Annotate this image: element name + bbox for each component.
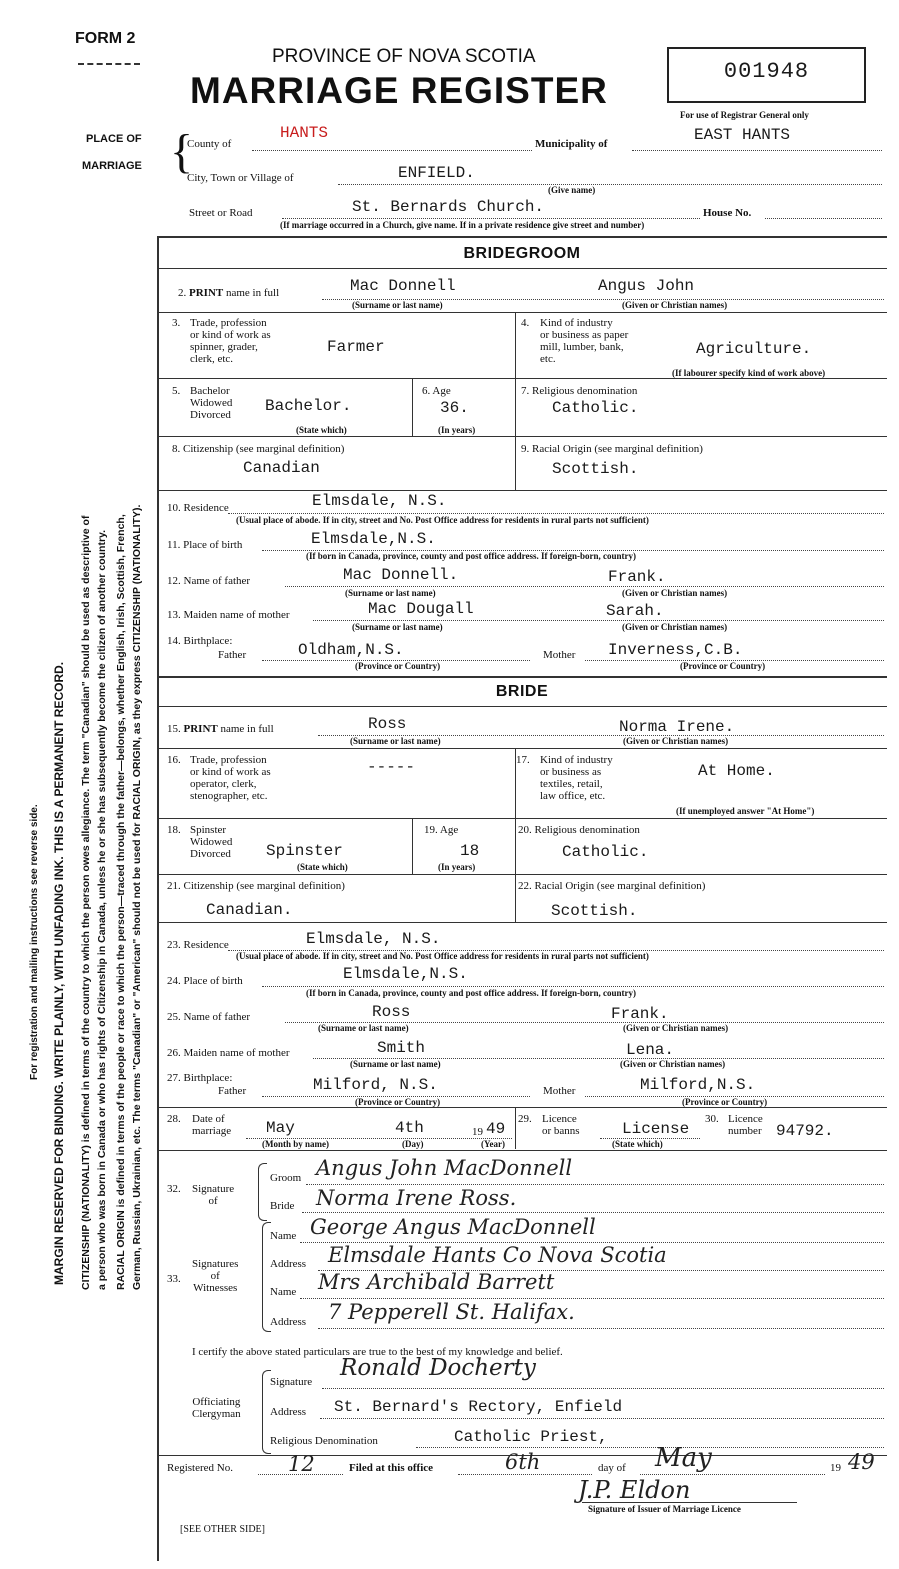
- place-brace: {: [170, 125, 194, 178]
- bride-mother-surname: Smith: [377, 1039, 426, 1057]
- rule: [262, 986, 884, 987]
- rule: [515, 378, 516, 436]
- county-label: County of: [187, 138, 232, 150]
- give-name-note: (Give name): [548, 185, 596, 195]
- bride-mother-given: Lena.: [626, 1041, 675, 1059]
- place-label-2: MARRIAGE: [82, 160, 142, 172]
- bride-status: Spinster: [266, 842, 343, 860]
- f14-father-note: (Province or Country): [355, 661, 441, 671]
- f12-label: 12. Name of father: [167, 575, 251, 587]
- see-other-side: [SEE OTHER SIDE]: [180, 1524, 265, 1535]
- w1-name-label: Name: [270, 1230, 297, 1242]
- f12-surname-note: (Surname or last name): [345, 588, 436, 598]
- groom-given-note: (Given or Christian names): [622, 300, 728, 310]
- street-note: (If marriage occurred in a Church, give name. If in a private residence give street and number): [280, 220, 645, 230]
- f27-father-note: (Province or Country): [355, 1097, 441, 1107]
- f14-father-label: Father: [218, 649, 247, 661]
- clergy-address-label: Address: [270, 1406, 307, 1418]
- groom-father-birthplace: Oldham,N.S.: [298, 641, 404, 659]
- rule: [515, 312, 516, 378]
- officiating-label: Officiating Clergyman: [192, 1396, 241, 1420]
- f13-label: 13. Maiden name of mother: [167, 609, 290, 621]
- bride-residence: Elmsdale, N.S.: [306, 930, 441, 948]
- f26-given-note: (Given or Christian names): [620, 1059, 726, 1069]
- street-value: St. Bernards Church.: [352, 198, 545, 216]
- rule: [322, 1388, 884, 1389]
- f19-label: 19. Age: [424, 824, 459, 836]
- f25-label: 25. Name of father: [167, 1011, 251, 1023]
- w1-address-label: Address: [270, 1258, 307, 1270]
- religious-denomination-label: Religious Denomination: [270, 1435, 378, 1447]
- clergy-signature: Ronald Docherty: [340, 1355, 536, 1381]
- bride-father-birthplace: Milford, N.S.: [313, 1076, 438, 1094]
- marriage-month: May: [266, 1119, 295, 1137]
- f17-label: Kind of industry or business as textiles, retail, law office, etc.: [540, 754, 613, 802]
- rule: [157, 1150, 887, 1151]
- f21-label: 21. Citizenship (see marginal definition): [167, 880, 345, 892]
- county-value: HANTS: [280, 124, 329, 142]
- registrar-note: For use of Registrar General only: [680, 110, 809, 120]
- groom-residence-note: (Usual place of abode. If in city, street and No. Post Office address for residents in rural parts not sufficient): [236, 515, 649, 525]
- rule: [157, 268, 887, 269]
- groom-racial: Scottish.: [552, 460, 639, 478]
- form-underline: [78, 63, 140, 65]
- rule: [515, 874, 516, 922]
- rule: [416, 1447, 884, 1448]
- f23-label: 23. Residence: [167, 939, 229, 951]
- groom-father-surname: Mac Donnell.: [343, 566, 459, 584]
- rule: [306, 1184, 884, 1185]
- rule: [582, 1502, 797, 1503]
- groom-religion: Catholic.: [552, 399, 639, 417]
- rule: [157, 490, 887, 491]
- street-line: [282, 218, 700, 219]
- bride-surname-note: (Surname or last name): [350, 736, 441, 746]
- w2-address-signature: 7 Pepperell St. Halifax.: [328, 1300, 575, 1324]
- clergy-address: St. Bernard's Rectory, Enfield: [334, 1398, 623, 1416]
- groom-birthplace: Elmsdale,N.S.: [311, 530, 436, 548]
- f18-label: Spinster Widowed Divorced: [190, 824, 233, 860]
- rule: [157, 706, 887, 707]
- f32-brace: [258, 1163, 267, 1221]
- margin-binding-note: MARGIN RESERVED FOR BINDING. WRITE PLAINLY, WITH UNFADING INK. THIS IS A PERMANENT RECORD.: [52, 661, 66, 1285]
- rule: [228, 513, 884, 514]
- w1-address-signature: Elmsdale Hants Co Nova Scotia: [328, 1243, 667, 1267]
- rule: [515, 818, 516, 874]
- groom-signature: Angus John MacDonnell: [316, 1156, 573, 1180]
- w2-name-label: Name: [270, 1286, 297, 1298]
- groom-father-given: Frank.: [608, 568, 666, 586]
- f27-mother-label: Mother: [543, 1085, 576, 1097]
- f16-num: 16.: [167, 754, 181, 766]
- rule: [515, 436, 516, 490]
- clergy-signature-label: Signature: [270, 1376, 313, 1388]
- clergy-denomination: Catholic Priest,: [454, 1428, 608, 1446]
- f26-surname-note: (Surname or last name): [350, 1059, 441, 1069]
- bride-age: 18: [460, 842, 480, 860]
- rule: [640, 1474, 825, 1475]
- groom-age-note: (In years): [438, 425, 476, 435]
- f30-label: Licence number: [728, 1113, 763, 1137]
- bride-mother-birthplace: Milford,N.S.: [640, 1076, 756, 1094]
- f3-label: Trade, profession or kind of work as spinner, grader, clerk, etc.: [190, 317, 271, 365]
- f33-label: Signatures of Witnesses: [192, 1258, 239, 1294]
- rule: [157, 676, 887, 678]
- rule: [157, 1107, 887, 1108]
- w1-name-signature: George Angus MacDonnell: [310, 1215, 596, 1239]
- licence-type: License: [622, 1120, 690, 1138]
- groom-status: Bachelor.: [265, 397, 352, 415]
- f12-given-note: (Given or Christian names): [622, 588, 728, 598]
- page-title: MARRIAGE REGISTER: [190, 70, 608, 111]
- f5-num: 5.: [172, 385, 181, 397]
- bride-sig-label: Bride: [270, 1200, 295, 1212]
- place-label-1: PLACE OF: [86, 133, 142, 145]
- f28-label: Date of marriage: [192, 1113, 232, 1137]
- rule: [157, 312, 887, 313]
- groom-surname: Mac Donnell: [350, 277, 456, 295]
- rule: [313, 620, 884, 621]
- rule: [157, 748, 887, 749]
- f13-given-note: (Given or Christian names): [622, 622, 728, 632]
- groom-state-note: (State which): [296, 425, 347, 435]
- register-number: 001948: [723, 59, 810, 84]
- f13-surname-note: (Surname or last name): [352, 622, 443, 632]
- groom-trade: Farmer: [327, 338, 385, 356]
- filed-label: Filed at this office: [349, 1462, 434, 1474]
- year-note: (Year): [481, 1139, 505, 1149]
- day-note: (Day): [402, 1139, 424, 1149]
- city-label: City, Town or Village of: [187, 172, 294, 184]
- city-line: [338, 184, 882, 185]
- groom-industry: Agriculture.: [696, 340, 812, 358]
- rule: [300, 1298, 884, 1299]
- rule: [157, 818, 887, 819]
- groom-citizenship: Canadian: [243, 459, 320, 477]
- groom-age: 36.: [440, 399, 469, 417]
- f3-num: 3.: [172, 317, 181, 329]
- margin-citizenship-def-2: a person who was born in Canada or who has rights of Citizenship in Canada, unless he or she has subsequently become the citizen of another country.: [96, 529, 108, 1290]
- groom-sig-label: Groom: [270, 1172, 302, 1184]
- register-number-box: [667, 47, 866, 103]
- bride-birth-note: (If born in Canada, province, county and post office address. If foreign-born, country): [306, 988, 637, 998]
- f22-label: 22. Racial Origin (see marginal definition): [518, 880, 706, 892]
- street-label: Street or Road: [189, 207, 253, 219]
- province-title: PROVINCE OF NOVA SCOTIA: [272, 46, 536, 67]
- filed-month: May: [655, 1443, 712, 1473]
- margin-racial-def-2: German, Russian, Ukrainian, etc. The terms "Canadian" or "American" should not be used for RACIAL ORIGIN, as they express CITIZENSHIP (NATIONALITY).: [131, 504, 143, 1290]
- rule: [157, 436, 887, 437]
- registered-number: 12: [288, 1452, 315, 1476]
- rule: [412, 818, 413, 874]
- groom-mother-surname: Mac Dougall: [368, 600, 474, 618]
- groom-mother-given: Sarah.: [606, 602, 664, 620]
- bridegroom-heading: BRIDEGROOM: [463, 245, 581, 262]
- groom-industry-note: (If labourer specify kind of work above): [672, 368, 826, 378]
- bride-birthplace: Elmsdale,N.S.: [343, 965, 468, 983]
- bride-citizenship: Canadian.: [206, 901, 293, 919]
- f24-label: 24. Place of birth: [167, 975, 243, 987]
- day-of-label: day of: [598, 1462, 626, 1474]
- bride-trade: -----: [367, 758, 416, 776]
- form-top-border: [157, 236, 887, 238]
- margin-citizenship-def-1: CITIZENSHIP (NATIONALITY) is defined in terms of the country to which the person owes allegiance. The term "Canadian" should be used as descriptive of: [80, 515, 92, 1290]
- house-label: House No.: [703, 207, 752, 219]
- f9-label: 9. Racial Origin (see marginal definition): [521, 443, 703, 455]
- licence-state-note: (State which): [612, 1139, 663, 1149]
- marriage-year-prefix: 19: [472, 1126, 483, 1138]
- house-line: [765, 218, 882, 219]
- f27-label: 27. Birthplace:: [167, 1072, 233, 1084]
- issuer-label: Signature of Issuer of Marriage Licence: [588, 1504, 741, 1514]
- groom-mother-birthplace: Inverness,C.B.: [608, 641, 743, 659]
- bride-signature: Norma Irene Ross.: [316, 1186, 517, 1210]
- f20-label: 20. Religious denomination: [518, 824, 640, 836]
- groom-birth-note: (If born in Canada, province, county and post office address. If foreign-born, country): [306, 551, 637, 561]
- f29-num: 29.: [518, 1113, 532, 1125]
- groom-surname-note: (Surname or last name): [352, 300, 443, 310]
- bride-age-note: (In years): [438, 862, 476, 872]
- bride-father-given: Frank.: [611, 1005, 669, 1023]
- f15-label: 15. PRINT name in full: [167, 723, 274, 735]
- bride-residence-note: (Usual place of abode. If in city, street and No. Post Office address for residents in rural parts not sufficient): [236, 951, 649, 961]
- f18-num: 18.: [167, 824, 181, 836]
- bride-state-note: (State which): [297, 862, 348, 872]
- bride-racial: Scottish.: [551, 902, 638, 920]
- groom-residence: Elmsdale, N.S.: [312, 492, 447, 510]
- bride-religion: Catholic.: [562, 843, 649, 861]
- rule: [458, 1474, 592, 1475]
- f14-mother-label: Mother: [543, 649, 576, 661]
- rule: [157, 922, 887, 923]
- municipality-value: EAST HANTS: [694, 126, 791, 144]
- f32-label: Signature of: [192, 1183, 235, 1207]
- rule: [320, 1418, 884, 1419]
- bride-industry-note: (If unemployed answer "At Home"): [676, 806, 815, 816]
- form-left-border: [157, 236, 159, 1561]
- f33-num: 33.: [167, 1273, 181, 1285]
- f7-label: 7. Religious denomination: [521, 385, 638, 397]
- f5-label: Bachelor Widowed Divorced: [190, 385, 233, 421]
- f2-label: 2. PRINT name in full: [178, 287, 280, 299]
- f28-num: 28.: [167, 1113, 181, 1125]
- licence-number: 94792.: [776, 1122, 834, 1140]
- rule: [515, 1107, 516, 1149]
- rule: [157, 378, 887, 379]
- f10-label: 10. Residence: [167, 502, 229, 514]
- bride-heading: BRIDE: [495, 683, 549, 700]
- w2-address-label: Address: [270, 1316, 307, 1328]
- f25-given-note: (Given or Christian names): [623, 1023, 729, 1033]
- bride-given-note: (Given or Christian names): [623, 736, 729, 746]
- rule: [412, 378, 413, 436]
- city-value: ENFIELD.: [398, 164, 475, 182]
- f14-mother-note: (Province or Country): [680, 661, 766, 671]
- county-line: [252, 150, 532, 151]
- f14-label: 14. Birthplace:: [167, 635, 233, 647]
- f25-surname-note: (Surname or last name): [318, 1023, 409, 1033]
- f11-label: 11. Place of birth: [167, 539, 243, 551]
- f27-mother-note: (Province or Country): [682, 1097, 768, 1107]
- margin-instructions: For registration and mailing instructions see reverse side.: [29, 804, 40, 1080]
- f26-label: 26. Maiden name of mother: [167, 1047, 290, 1059]
- form-label: FORM 2: [75, 30, 136, 47]
- f4-num: 4.: [521, 317, 530, 329]
- f16-label: Trade, profession or kind of work as operator, clerk, stenographer, etc.: [190, 754, 271, 802]
- issuer-signature: J.P. Eldon: [578, 1476, 691, 1504]
- f4-label: Kind of industry or business as paper mill, lumber, bank, etc.: [540, 317, 629, 365]
- filed-year: 49: [848, 1450, 875, 1474]
- month-note: (Month by name): [262, 1139, 329, 1149]
- bride-given: Norma Irene.: [619, 718, 735, 736]
- w2-name-signature: Mrs Archibald Barrett: [318, 1270, 555, 1294]
- bride-surname: Ross: [368, 715, 407, 733]
- margin-racial-def-1: RACIAL ORIGIN is defined in terms of the people or race to which the person—traced through the father—belongs, whether English, Irish, Scottish, French,: [115, 514, 127, 1290]
- certify-statement: I certify the above stated particulars are true to the best of my knowledge and belief.: [192, 1346, 563, 1358]
- f32-num: 32.: [167, 1183, 181, 1195]
- f27-father-label: Father: [218, 1085, 247, 1097]
- filed-day: 6th: [505, 1450, 541, 1474]
- rule: [157, 874, 887, 875]
- f29-label: Licence or banns: [542, 1113, 580, 1137]
- f30-num: 30.: [705, 1113, 719, 1125]
- marriage-day: 4th: [395, 1119, 424, 1137]
- municipality-label: Municipality of: [535, 138, 608, 150]
- municipality-line: [632, 150, 882, 151]
- bride-industry: At Home.: [698, 762, 775, 780]
- marriage-year: 49: [486, 1120, 506, 1138]
- rule: [318, 1328, 884, 1329]
- groom-given: Angus John: [598, 277, 695, 295]
- filed-year-prefix: 19: [830, 1462, 841, 1474]
- registered-label: Registered No.: [167, 1462, 233, 1474]
- f8-label: 8. Citizenship (see marginal definition): [172, 443, 345, 455]
- rule: [285, 586, 884, 587]
- bride-father-surname: Ross: [372, 1003, 411, 1021]
- rule: [302, 1212, 884, 1213]
- f6-label: 6. Age: [422, 385, 451, 397]
- f17-num: 17.: [516, 754, 530, 766]
